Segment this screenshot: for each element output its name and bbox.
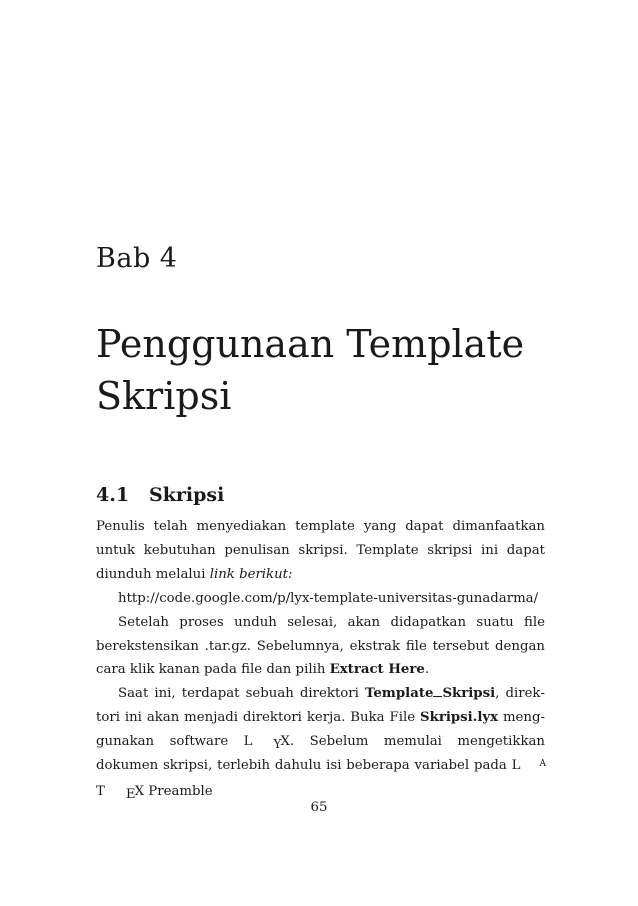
lyx-logo: L YX (243, 734, 290, 752)
paragraph-intro-text: Penulis telah menyediakan template yang dapat dimanfaatkan untuk kebutuhan penulisan skripsi. Template skripsi ini dapat diunduh melalui (96, 519, 545, 582)
paragraph-directory (96, 682, 545, 804)
latex-logo: L AT EX (96, 758, 546, 802)
section-heading (96, 484, 224, 506)
chapter-title-line-2: Skripsi (96, 374, 232, 418)
template-url[interactable]: http://code.google.com/p/lyx-template-universitas-gunadarma/ (118, 590, 539, 606)
page-number: 65 (310, 800, 328, 815)
paragraph-extract-end: . (424, 662, 430, 678)
paragraph-directory-mid-3: . Sebelum memulai mengetikkan dokumen skripsi, terlebih dahulu isi beberapa variabel pada (96, 734, 545, 774)
extract-here-label: Extract Here (329, 662, 425, 678)
paragraph-intro (96, 515, 545, 587)
chapter-title-line-1: Penggunaan Template (96, 322, 525, 366)
chapter-title (96, 318, 556, 422)
paragraph-extract-text: Setelah proses unduh selesai, akan didapatkan suatu file berekstensikan .tar.gz. Sebelumnya, ekstrak file tersebut dengan cara klik kanan pada file dan pilih (96, 614, 545, 678)
paragraph-extract (96, 611, 545, 683)
chapter-label: Bab 4 (96, 243, 178, 274)
body-text (96, 515, 545, 804)
paragraph-directory-mid: , direktori ini akan menjadi direktori kerja. Buka File (96, 686, 545, 726)
paragraph-directory-text: Saat ini, terdapat sebuah direktori (118, 686, 365, 702)
link-phrase: link berikut: (209, 566, 293, 582)
section-number: 4.1 (96, 484, 130, 506)
file-name: Skripsi.lyx (420, 710, 499, 726)
paragraph-directory-end: Preamble (144, 783, 213, 799)
directory-name: Template Skripsi (364, 686, 496, 702)
section-title: Skripsi (149, 484, 225, 506)
paragraph-directory-mid-2: menggunakan software (96, 710, 545, 750)
